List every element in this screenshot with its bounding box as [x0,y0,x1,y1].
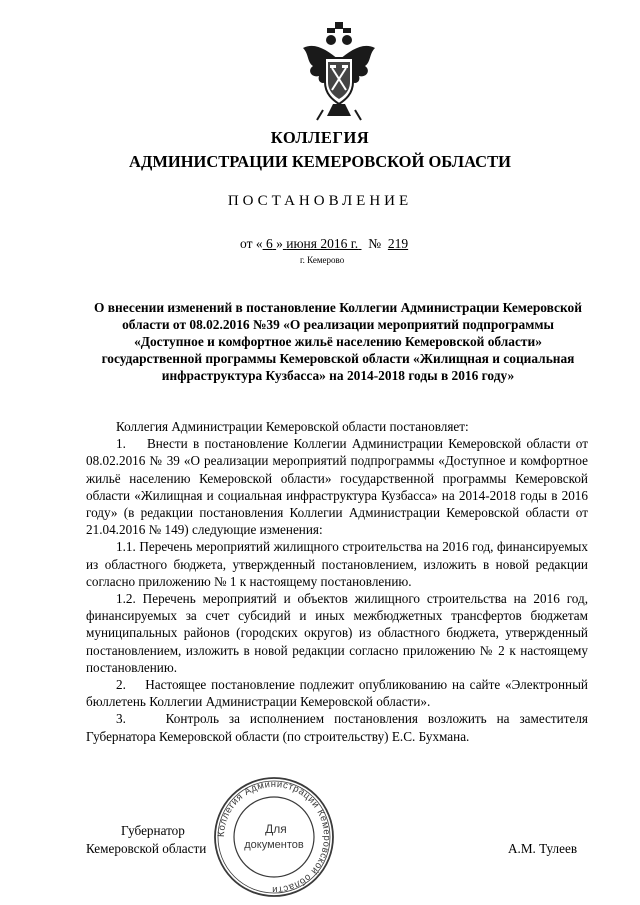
org-name-line1: КОЛЛЕГИЯ [270,128,370,147]
body-item-1-2: 1.2. Перечень мероприятий и объектов жилищного строительства на 2016 год, финансируемых за счет субсидий и иных межбюджетных трансфертов бюджетам муниципальных районов (городских округов) из областного бюджета, утвержденный постановлением, изложить в новой редакции согласно приложению № 2 к настоящему постановлению. [86,591,588,675]
svg-text:Коллегия Администрации Кемеров [216,779,332,895]
date-mid: » [276,236,283,251]
org-name-line2: АДМИНИСТРАЦИИ КЕМЕРОВСКОЙ ОБЛАСТИ [129,152,511,171]
date-prefix: от « [240,236,263,251]
body-intro: Коллегия Администрации Кемеровской области постановляет: [116,419,469,434]
stamp-center-line2: документов [244,839,304,851]
document-title: О внесении изменений в постановление Коллегии Администрации Кемеровской области от 08.02.2016 №39 «О реализации мероприятий подпрограммы «Доступное и комфортное жильё населению Кемеровской области» государственной программы Кемеровской области «Жилищная и социальная инфраструктура Кузбасса» на 2014-2018 годы в 2016 году» [94,300,582,383]
body-item-1-1: 1.1. Перечень мероприятий жилищного строительства на 2016 год, финансируемых из областного бюджета, утвержденный постановлением, изложить в новой редакции согласно приложению № 1 к настоящему постановлению. [86,539,588,589]
signatory-title-line2: Кемеровской области [86,841,207,856]
document-body [86,418,588,745]
number-label: № [368,236,382,251]
body-item-2: 2. Настоящее постановление подлежит опубликованию на сайте «Электронный бюллетень Коллегии Администрации Кемеровской области». [86,677,588,710]
coat-of-arms-emblem [297,20,381,122]
city-label: г. Кемерово [300,255,345,265]
signatory-title-line1: Губернатор [121,823,185,838]
body-item-1: 1. Внести в постановление Коллегии Администрации Кемеровской области от 08.02.2016 № 39 «О реализации мероприятий подпрограммы «Доступное и комфортное жильё населению Кемеровской области» государственной программы Кемеровской области «Жилищная и социальная инфраструктура Кузбасса» на 2014-2018 годы в 2016 году» (в редакции постановления Коллегии Администрации Кемеровской области от 21.04.2016 № 149) следующие изменения: [86,436,588,538]
date-month-year: июня 2016 г. [286,236,359,251]
date-line [240,236,460,252]
stamp-ring-text: Коллегия Администрации Кемеровской области [215,778,333,896]
document-number: 219 [387,236,409,251]
official-stamp [212,775,336,899]
stamp-center-line1: Для [265,822,287,836]
signatory-name: А.М. Тулеев [508,841,578,856]
body-item-3: 3. Контроль за исполнением постановления возложить на заместителя Губернатора Кемеровской области (по строительству) Е.С. Бухмана. [86,711,588,744]
date-day: 6 [265,236,273,251]
document-type: ПОСТАНОВЛЕНИЕ [227,193,413,209]
